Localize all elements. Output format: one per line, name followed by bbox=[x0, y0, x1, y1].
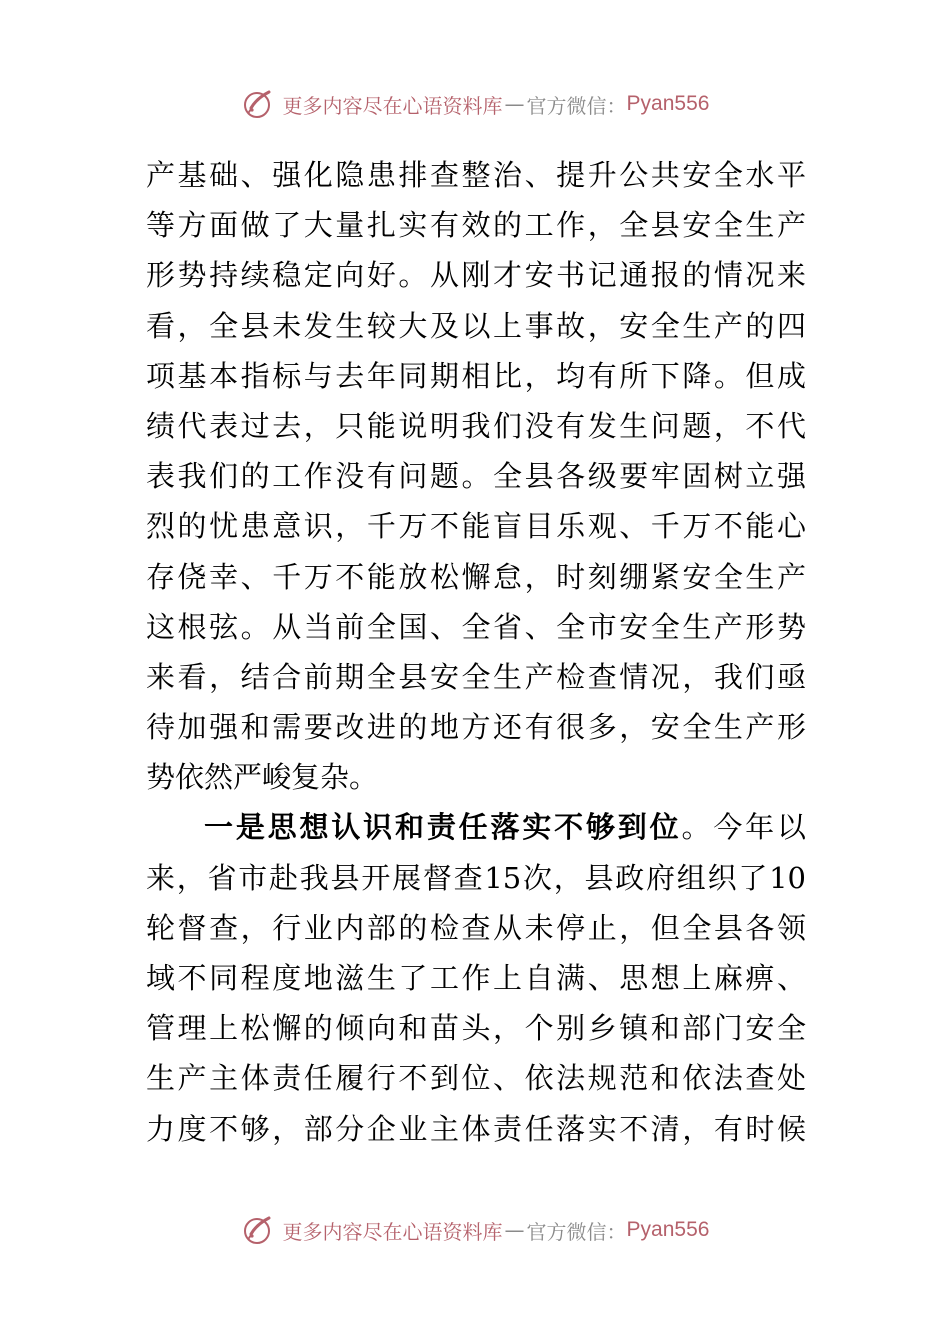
banner-wechat-id: Pyan556 bbox=[626, 1218, 710, 1241]
text-line: 烈的忧患意识，千万不能盲目乐观、千万不能心 bbox=[146, 509, 806, 544]
text-line: 轮督查，行业内部的检查从未停止，但全县各领 bbox=[146, 910, 806, 945]
text-line: 力度不够，部分企业主体责任落实不清，有时候 bbox=[146, 1111, 806, 1146]
text-line: 待加强和需要改进的地方还有很多，安全生产形 bbox=[146, 710, 806, 745]
text-line: 来，省市赴我县开展督查15次，县政府组织了10 bbox=[146, 860, 806, 895]
banner-text: 更多内容尽在心语资料库 bbox=[282, 1219, 503, 1244]
text-line: 生产主体责任履行不到位、依法规范和依法查处 bbox=[146, 1061, 806, 1096]
text-line: 形势持续稳定向好。从刚才安书记通报的情况来 bbox=[146, 258, 806, 293]
text-line: 项基本指标与去年同期相比，均有所下降。但成 bbox=[146, 358, 806, 393]
text-line: 存侥幸、千万不能放松懈怠，时刻绷紧安全生产 bbox=[146, 559, 806, 594]
pen-circle-logo-icon bbox=[241, 1212, 277, 1248]
banner-dash: — bbox=[504, 1218, 525, 1242]
pen-circle-logo-icon bbox=[241, 86, 277, 122]
banner-label: 官方微信： bbox=[526, 1219, 627, 1244]
text-line: 等方面做了大量扎实有效的工作，全县安全生产 bbox=[146, 208, 806, 243]
header-banner bbox=[0, 80, 950, 128]
banner-label: 官方微信： bbox=[526, 93, 627, 118]
text-line: 这根弦。从当前全国、全省、全市安全生产形势 bbox=[146, 609, 806, 644]
paragraph-heading-line bbox=[146, 802, 806, 852]
text-line: 管理上松懈的倾向和苗头，个别乡镇和部门安全 bbox=[146, 1011, 806, 1046]
document-body bbox=[146, 150, 806, 1154]
text-line: 表我们的工作没有问题。全县各级要牢固树立强 bbox=[146, 459, 806, 494]
text-line: 域不同程度地滋生了工作上自满、思想上麻痹、 bbox=[146, 961, 806, 995]
banner-text: 更多内容尽在心语资料库 bbox=[282, 93, 503, 118]
text-line: 来看，结合前期全县安全生产检查情况，我们亟 bbox=[146, 659, 806, 694]
banner-wechat-id: Pyan556 bbox=[626, 92, 710, 115]
heading-rest: 。今年以 bbox=[681, 810, 806, 845]
bold-heading: 一是思想认识和责任落实不够到位 bbox=[204, 810, 682, 845]
text-line: 产基础、强化隐患排查整治、提升公共安全水平 bbox=[146, 158, 806, 192]
text-line: 看，全县未发生较大及以上事故，安全生产的四 bbox=[146, 308, 806, 343]
banner-dash: — bbox=[504, 92, 525, 116]
text-line: 绩代表过去，只能说明我们没有发生问题，不代 bbox=[146, 408, 806, 443]
footer-banner bbox=[0, 1206, 950, 1254]
text-line: 势依然严峻复杂。 bbox=[146, 760, 379, 795]
